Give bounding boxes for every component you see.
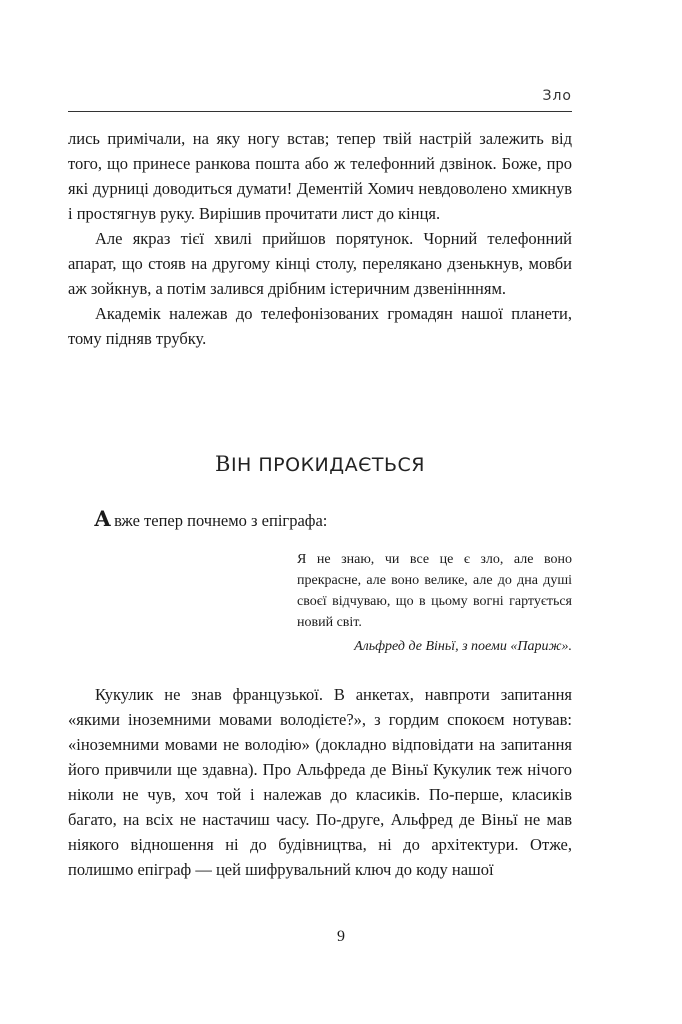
lead-line [94,506,327,533]
paragraph: Академік належав до телефонізованих громадян нашої планети, тому підняв трубку. [68,304,572,348]
chapter-title-rest: ІН ПРОКИДАЄТЬСЯ [230,454,425,476]
page-number: 9 [337,928,345,945]
decorative-initial: А [94,506,112,531]
paragraph: Але якраз тієї хвилі прийшов порятунок. Чорний телефонний апарат, що стояв на другому кінці столу, перелякано дзенькнув, мовби аж зойкнув, а потім залився дрібним істеричним дзвеніннням. [68,229,572,298]
paragraph: лись примічали, на яку ногу встав; тепер твій настрій залежить від того, що принесе ранкова пошта або ж телефонний дзвінок. Боже, про які дурниці доводиться думати! Дементій Хомич невдоволено хмикнув і простягнув руку. Вирішив прочитати лист до кінця. [68,129,572,223]
epigraph-text: Я не знаю, чи все це є зло, але воно прекрасне, але воно велике, але до дна душі своєї відчуваю, що в цьому вогні гартується новий світ. [297,552,572,630]
paragraph: Кукулик не знав французької. В анкетах, навпроти запитання «якими іноземними мовами володієте?», з гордим спокоєм нотував: «іноземними мовами не володію» (докладно відповідати на запитання його привчили ще здавна). Про Альфреда де Віньї Кукулик теж нічого ніколи не чув, хоч той і належав до класиків. По-перше, класиків багато, на всіх не настачиш часу. По-друге, Альфред де Віньї не мав ніякого відношення ні до будівництва, ні до архітектури. Отже, полишмо епіграф — цей шифрувальний ключ до коду нашої [68,685,572,879]
epigraph [297,549,572,657]
chapter-title [68,452,572,476]
body-text-bottom [68,682,572,882]
header-rule [68,111,572,112]
running-head: Зло [542,88,572,104]
body-text-top [68,126,572,351]
epigraph-attribution: Альфред де Віньї, з поеми «Париж». [354,639,572,654]
lead-text: вже тепер почнемо з епіграфа: [114,511,328,530]
chapter-title-initial: В [215,452,231,476]
